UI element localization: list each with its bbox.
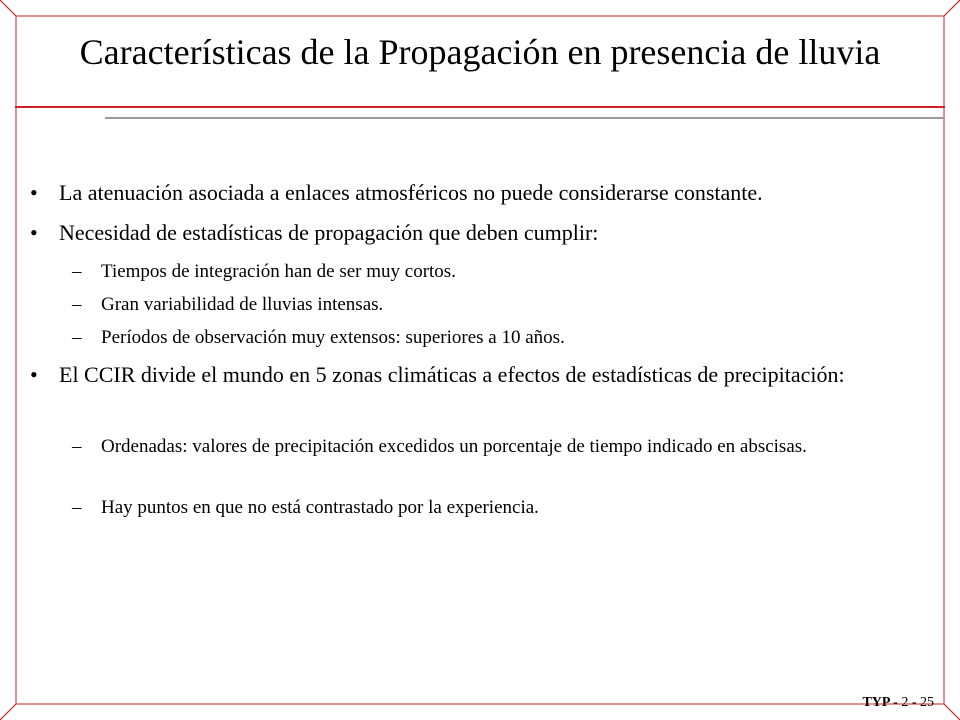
dash-marker: – [72, 497, 82, 518]
bullet-text: La atenuación asociada a enlaces atmosféricos no puede considerarse constante. [59, 180, 763, 205]
sub-bullet-item-2 [72, 291, 921, 318]
bullet-marker: • [30, 220, 38, 245]
footer-label: TYP [862, 695, 890, 710]
bullet-text: El CCIR divide el mundo en 5 zonas climáticas a efectos de estadísticas de precipitación: [59, 362, 845, 387]
bullet-item-3 [30, 362, 909, 388]
sub-bullet-item-4 [72, 433, 921, 460]
dash-marker: – [72, 261, 82, 282]
bullet-marker: • [30, 362, 38, 387]
dash-marker: – [72, 436, 82, 457]
bullet-item-1 [30, 180, 909, 206]
sub-bullet-text: Hay puntos en que no está contrastado por la experiencia. [101, 497, 539, 518]
slide-title: Características de la Propagación en presencia de lluvia [79, 32, 881, 72]
sub-bullet-text: Ordenadas: valores de precipitación excedidos un porcentaje de tiempo indicado en abscisas. [101, 436, 807, 457]
sub-bullet-text: Períodos de observación muy extensos: superiores a 10 años. [101, 327, 565, 348]
page-number: - 2 - 25 [893, 695, 934, 710]
sub-bullet-item-5 [72, 494, 921, 521]
bullet-text: Necesidad de estadísticas de propagación que deben cumplir: [59, 220, 599, 245]
dash-marker: – [72, 327, 82, 348]
bullet-item-2 [30, 220, 909, 246]
sub-bullet-item-1 [72, 258, 921, 285]
sub-bullet-text: Tiempos de integración han de ser muy cortos. [101, 261, 456, 282]
sub-bullet-item-3 [72, 324, 921, 351]
sub-bullet-text: Gran variabilidad de lluvias intensas. [101, 294, 384, 315]
slide-footer [862, 694, 934, 712]
dash-marker: – [72, 294, 82, 315]
bullet-marker: • [30, 180, 38, 205]
